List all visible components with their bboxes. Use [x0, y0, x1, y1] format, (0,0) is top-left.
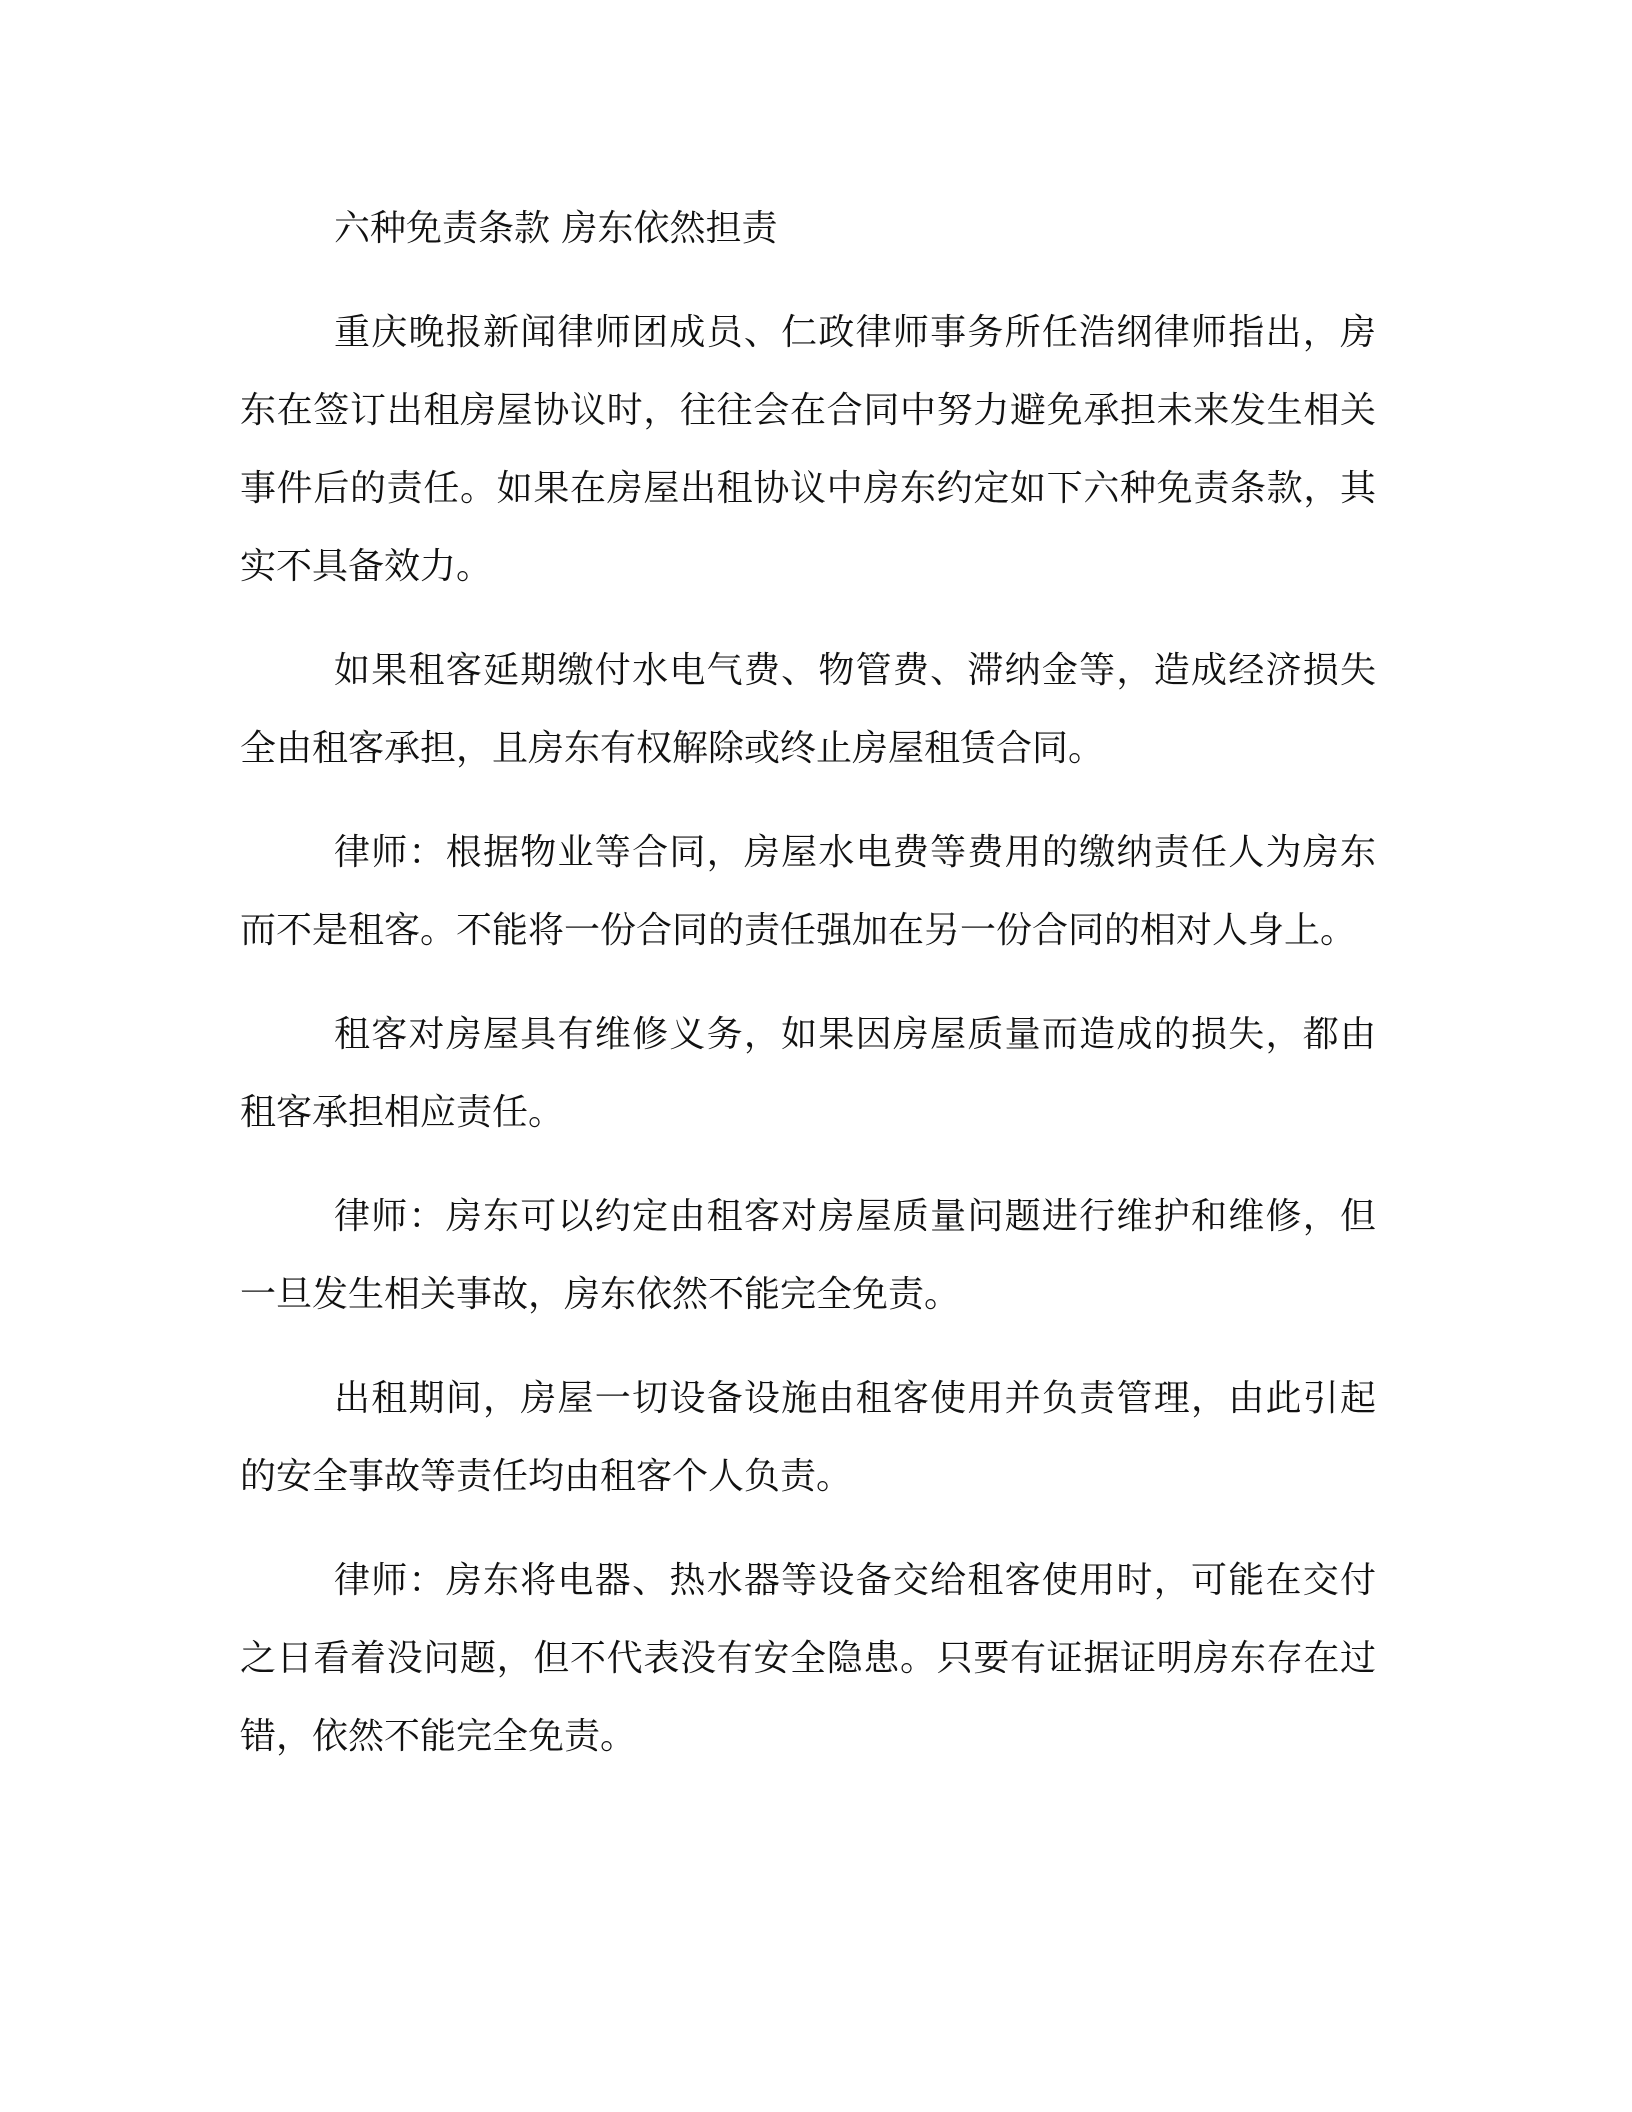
paragraph-3: 律师：根据物业等合同，房屋水电费等费用的缴纳责任人为房东而不是租客。不能将一份合同的责任强加在另一份合同的相对人身上。 — [240, 832, 1376, 951]
paragraph-2: 如果租客延期缴付水电气费、物管费、滞纳金等，造成经济损失全由租客承担，且房东有权解除或终止房屋租赁合同。 — [240, 650, 1376, 769]
paragraph-5: 律师：房东可以约定由租客对房屋质量问题进行维护和维修，但一旦发生相关事故，房东依然不能完全免责。 — [240, 1196, 1376, 1315]
paragraph-7: 律师：房东将电器、热水器等设备交给租客使用时，可能在交付之日看着没问题，但不代表没有安全隐患。只要有证据证明房东存在过错，依然不能完全免责。 — [240, 1560, 1376, 1757]
paragraph-1: 重庆晚报新闻律师团成员、仁政律师事务所任浩纲律师指出，房东在签订出租房屋协议时，往往会在合同中努力避免承担未来发生相关事件后的责任。如果在房屋出租协议中房东约定如下六种免责条款，其实不具备效力。 — [240, 312, 1376, 587]
paragraph-6: 出租期间，房屋一切设备设施由租客使用并负责管理，由此引起的安全事故等责任均由租客个人负责。 — [240, 1378, 1376, 1497]
document-body — [240, 190, 1376, 1802]
paragraph-4: 租客对房屋具有维修义务，如果因房屋质量而造成的损失，都由租客承担相应责任。 — [240, 1014, 1376, 1133]
document-title: 六种免责条款 房东依然担责 — [334, 208, 778, 249]
